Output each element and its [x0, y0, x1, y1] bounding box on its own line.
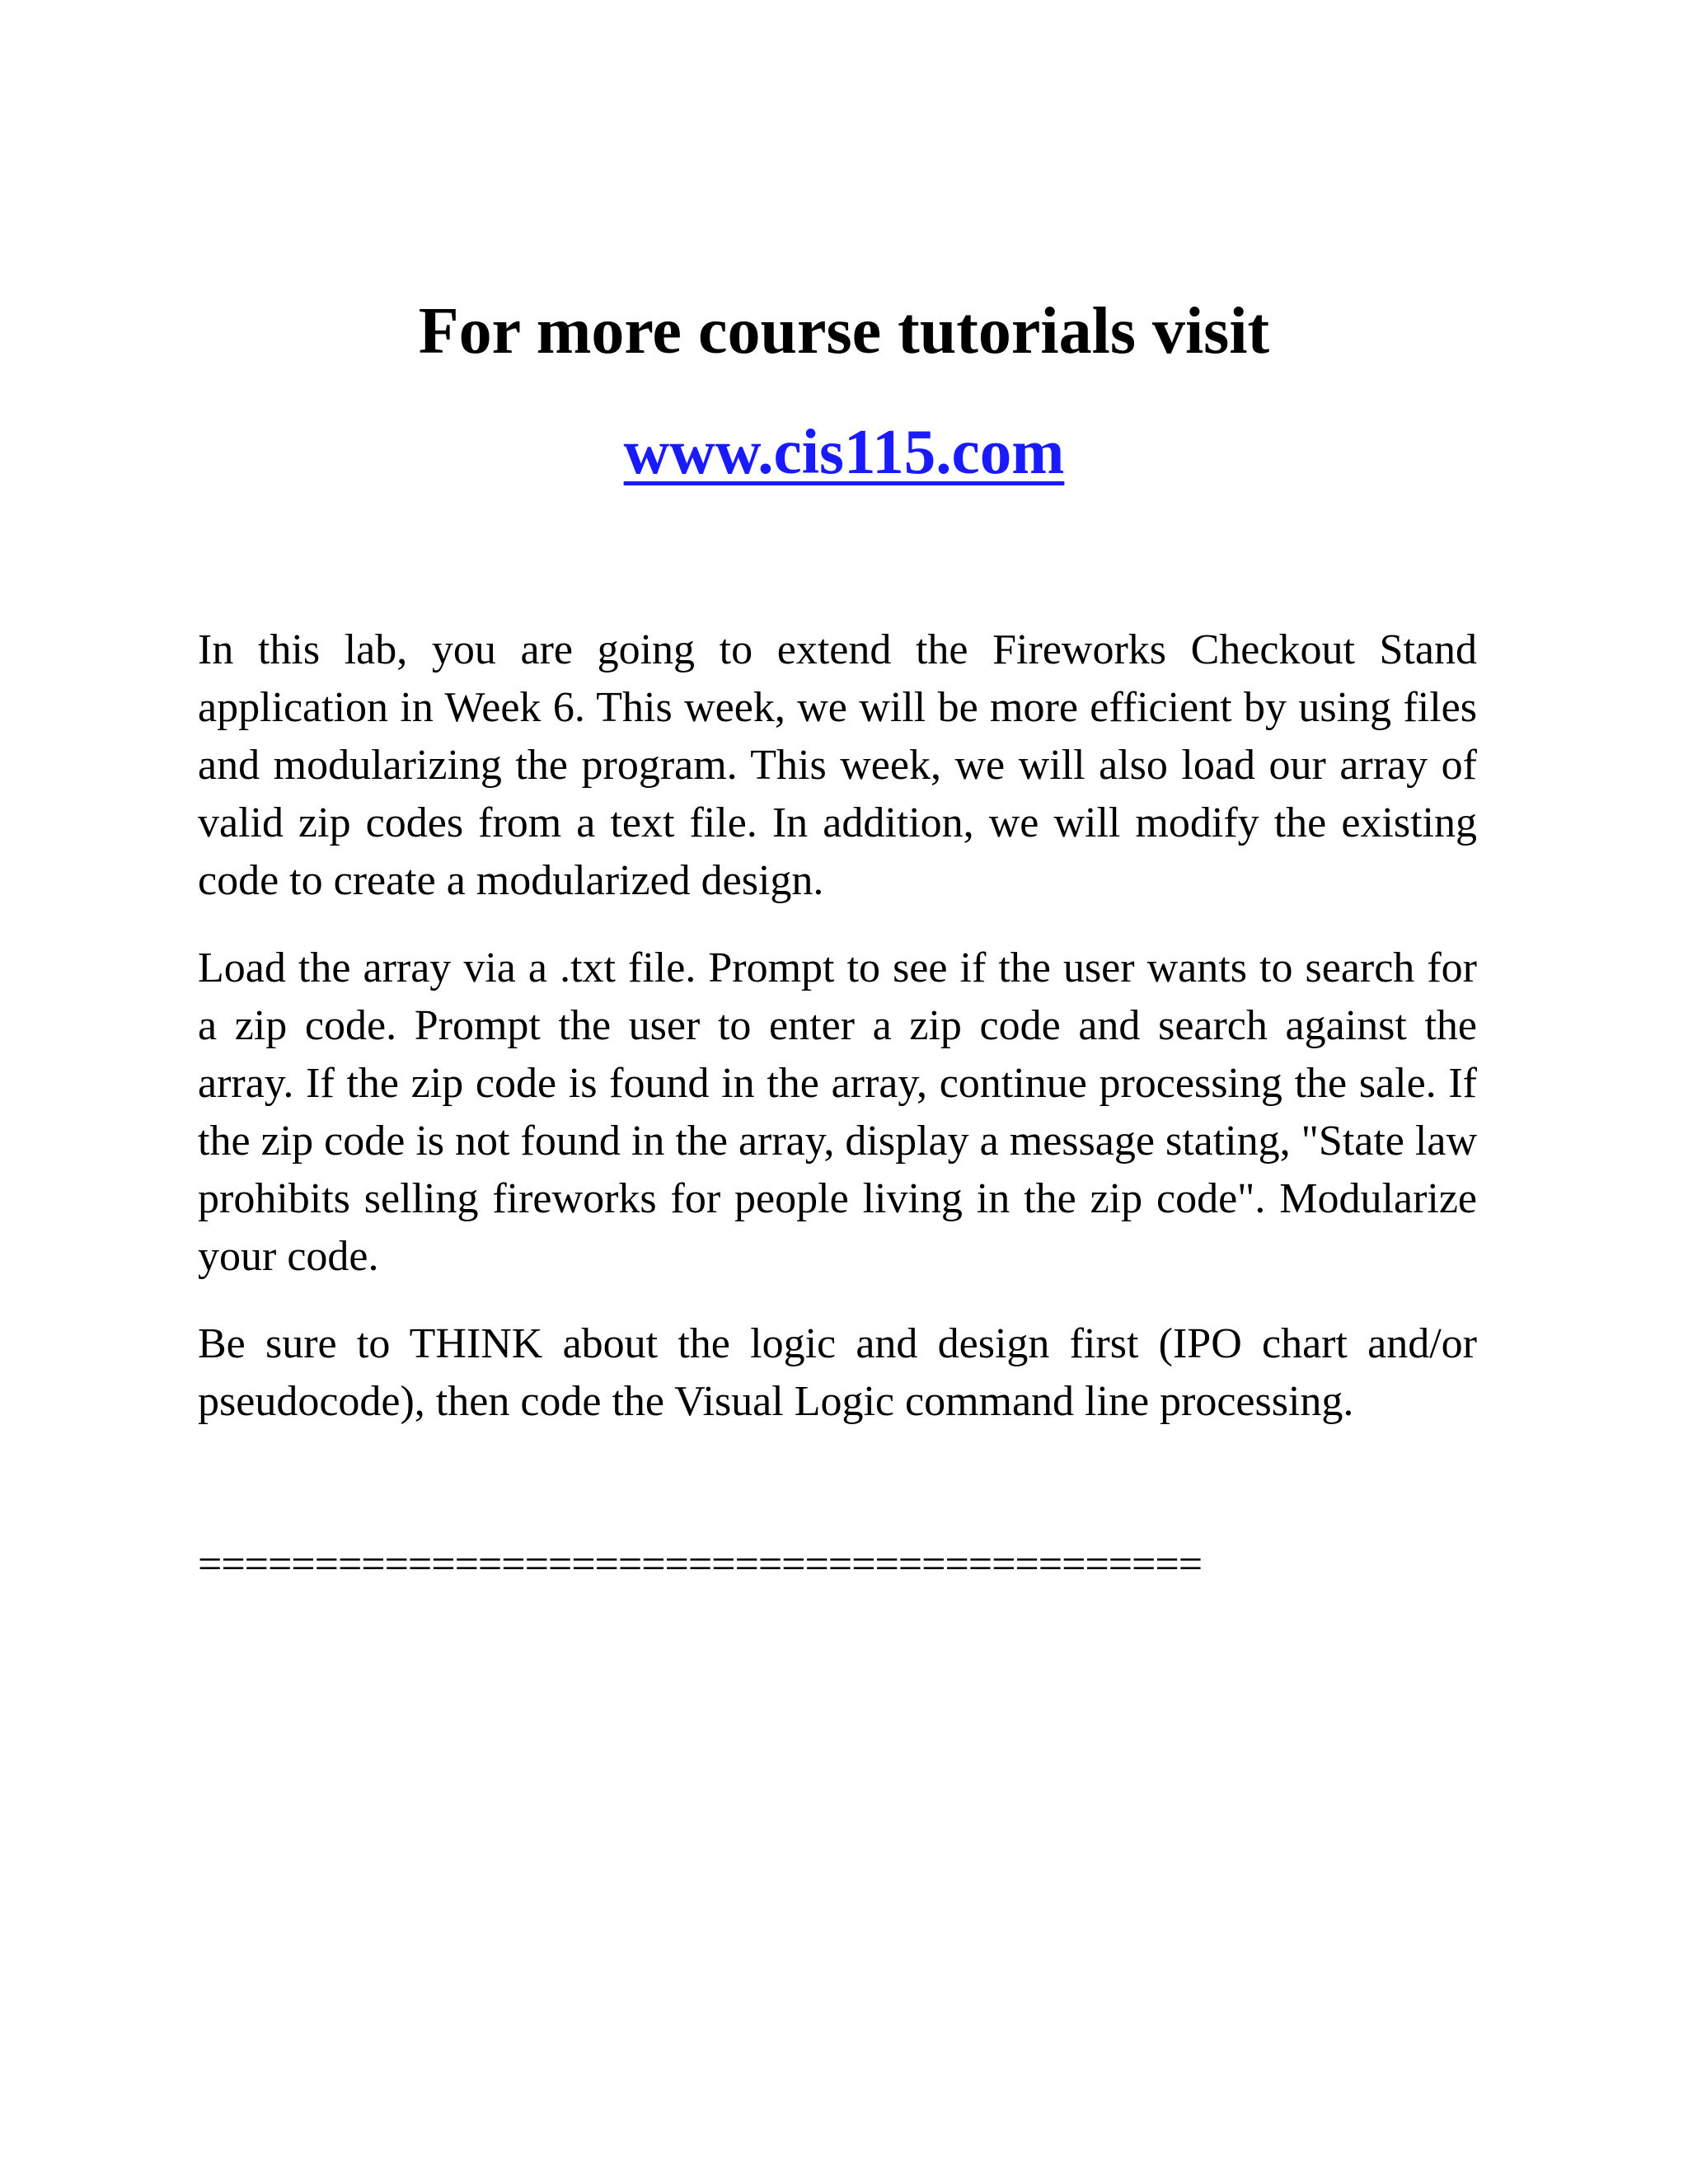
paragraph-design-note: Be sure to THINK about the logic and design first (IPO chart and/or pseudocode), then code the Visual Logic command line processing. — [198, 1320, 1477, 1425]
separator-line: =========================================== — [198, 1541, 1203, 1588]
paragraph-intro: In this lab, you are going to extend the Fireworks Checkout Stand application in Week 6. This week, we will be more efficient by using files and modularizing the program. This week, we will also load our array of valid zip codes from a text file. In addition, we will modify the existing code to create a modularized design. — [198, 626, 1477, 904]
website-link[interactable]: www.cis115.com — [623, 416, 1065, 487]
page-title: For more course tutorials visit — [418, 295, 1270, 368]
paragraph-instructions: Load the array via a .txt file. Prompt to see if the user wants to search for a zip code. Prompt the user to enter a zip code and search against the array. If the zip code is found in the array, continue processing the sale. If the zip code is not found in the array, display a message stating, "State law prohibits selling fireworks for people living in the zip code". Modularize your code. — [198, 944, 1477, 1280]
